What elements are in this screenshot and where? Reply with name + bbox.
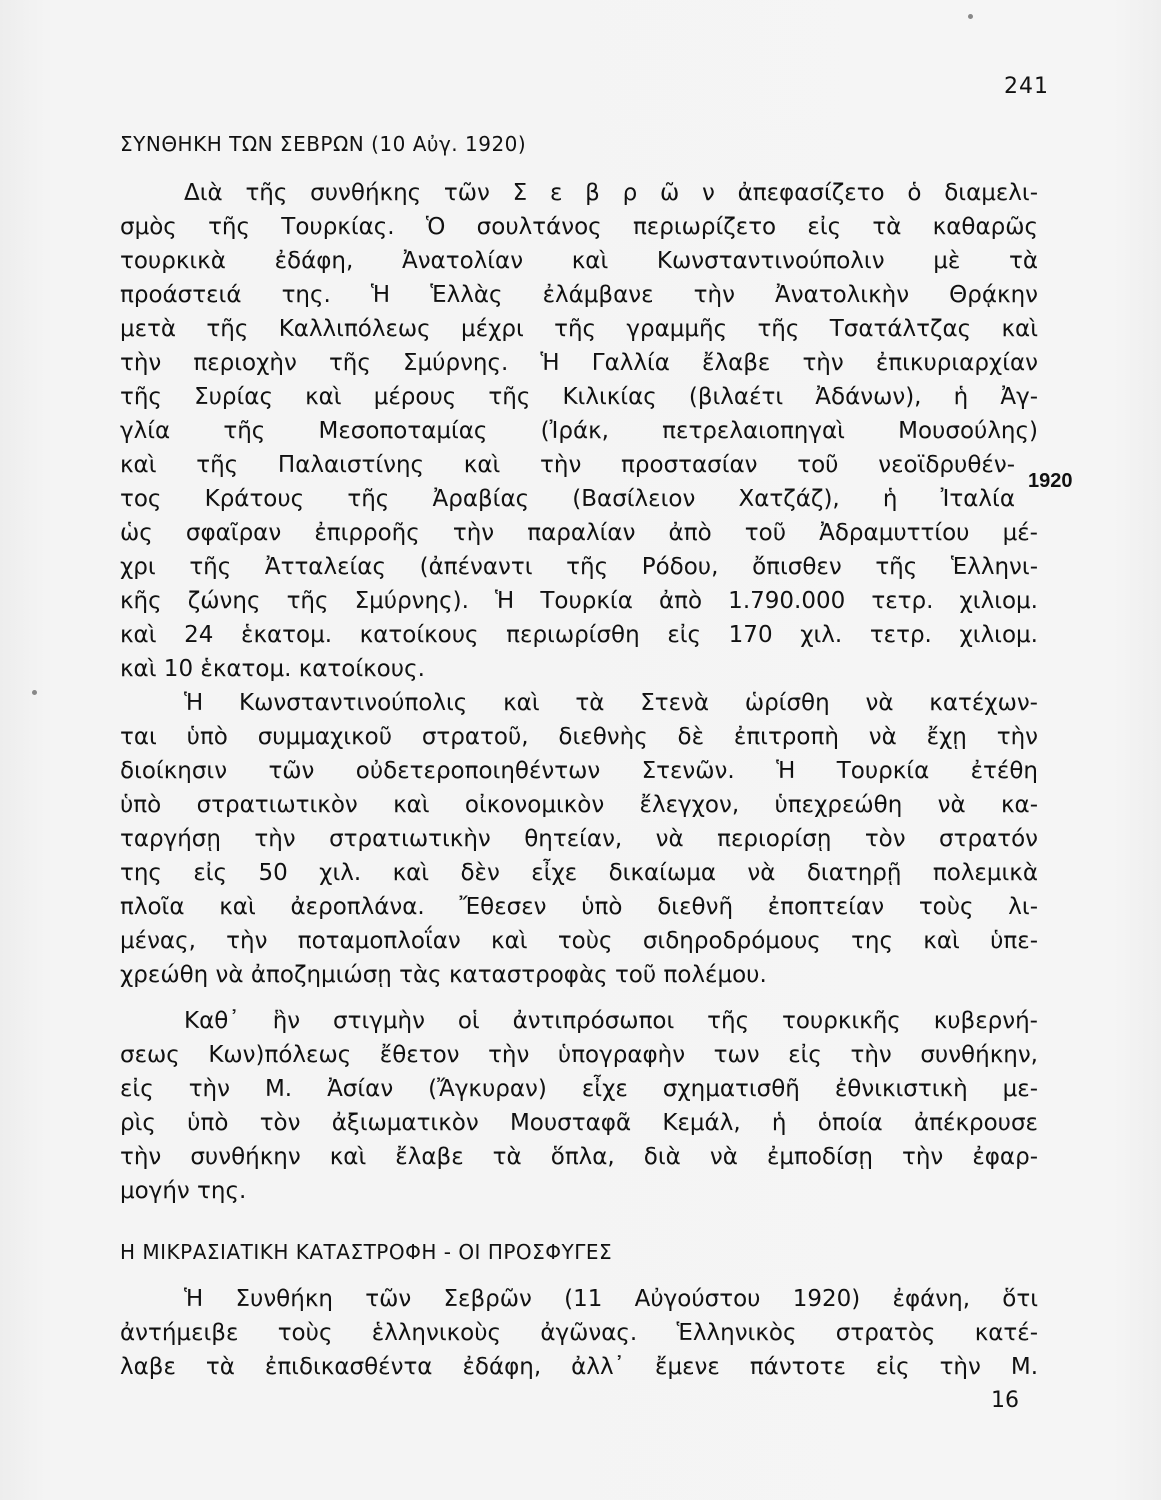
text-line: Διὰ τῆς συνθήκης τῶν Σ ε β ρ ῶ ν ἀπεφασίζετο ὁ διαμελι- bbox=[184, 180, 1038, 206]
text-line: προάστειά της. Ἡ Ἑλλὰς ἐλάμβανε τὴν Ἀνατολικὴν Θρᾴκην bbox=[120, 282, 1038, 308]
scan-speck bbox=[32, 690, 37, 695]
signature-number: 16 bbox=[991, 1388, 1019, 1413]
text-line: ὑπὸ στρατιωτικὸν καὶ οἰκονομικὸν ἔλεγχον, ὑπεχρεώθη νὰ κα- bbox=[120, 792, 1038, 818]
text-line: σμὸς τῆς Τουρκίας. Ὁ σουλτάνος περιωρίζετο εἰς τὰ καθαρῶς bbox=[120, 214, 1038, 240]
text-line: μετὰ τῆς Καλλιπόλεως μέχρι τῆς γραμμῆς τῆς Τσατάλτζας καὶ bbox=[120, 316, 1038, 342]
text-line: τὴν περιοχὴν τῆς Σμύρνης. Ἡ Γαλλία ἔλαβε τὴν ἐπικυριαρχίαν bbox=[120, 350, 1038, 376]
text-line: τὴν συνθήκην καὶ ἔλαβε τὰ ὅπλα, διὰ νὰ ἐμποδίσῃ τὴν ἐφαρ- bbox=[120, 1144, 1038, 1170]
text-line: μογήν της. bbox=[120, 1178, 247, 1204]
text-line: Καθ᾽ ἣν στιγμὴν οἱ ἀντιπρόσωποι τῆς τουρκικῆς κυβερνή- bbox=[184, 1008, 1038, 1034]
text-line: πλοῖα καὶ ἀεροπλάνα. Ἔθεσεν ὑπὸ διεθνῆ ἐποπτείαν τοὺς λι- bbox=[120, 894, 1038, 920]
text-line: εἰς τὴν Μ. Ἀσίαν (Ἄγκυραν) εἶχε σχηματισθῆ ἐθνικιστικὴ με- bbox=[120, 1076, 1038, 1102]
text-line: κῆς ζώνης τῆς Σμύρνης). Ἡ Τουρκία ἀπὸ 1.790.000 τετρ. χιλιομ. bbox=[120, 588, 1038, 614]
section-heading-catastrophe: Η ΜΙΚΡΑΣΙΑΤΙΚΗ ΚΑΤΑΣΤΡΟΦΗ - ΟΙ ΠΡΟΣΦΥΓΕΣ bbox=[120, 1240, 613, 1264]
text-line: ταργήσῃ τὴν στρατιωτικὴν θητείαν, νὰ περιορίσῃ τὸν στρατόν bbox=[120, 826, 1038, 852]
text-line: διοίκησιν τῶν οὐδετεροποιηθέντων Στενῶν. Ἡ Τουρκία ἐτέθη bbox=[120, 758, 1038, 784]
text-line: τουρκικὰ ἐδάφη, Ἀνατολίαν καὶ Κωνσταντινούπολιν μὲ τὰ bbox=[120, 248, 1038, 274]
section-date: (10 Αὐγ. 1920) bbox=[371, 132, 527, 156]
text-line: μένας, τὴν ποταμοπλοΐαν καὶ τοὺς σιδηροδρόμους της καὶ ὑπε- bbox=[120, 928, 1038, 954]
text-line: καὶ 24 ἑκατομ. κατοίκους περιωρίσθη εἰς 170 χιλ. τετρ. χιλιομ. bbox=[120, 622, 1038, 648]
page-number: 241 bbox=[1004, 74, 1049, 99]
text-line: ται ὑπὸ συμμαχικοῦ στρατοῦ, διεθνὴς δὲ ἐπιτροπὴ νὰ ἔχῃ τὴν bbox=[120, 724, 1038, 750]
text-line: χρι τῆς Ἀτταλείας (ἀπέναντι τῆς Ρόδου, ὄπισθεν τῆς Ἑλληνι- bbox=[120, 554, 1038, 580]
text-line: τῆς Συρίας καὶ μέρους τῆς Κιλικίας (βιλαέτι Ἀδάνων), ἡ Ἀγ- bbox=[120, 384, 1038, 410]
text-line: λαβε τὰ ἐπιδικασθέντα ἐδάφη, ἀλλ᾽ ἔμενε πάντοτε εἰς τὴν Μ. bbox=[120, 1354, 1038, 1380]
text-line: σεως Κων)πόλεως ἔθετον τὴν ὑπογραφὴν των εἰς τὴν συνθήκην, bbox=[120, 1042, 1038, 1068]
text-line: γλία τῆς Μεσοποταμίας (Ἰράκ, πετρελαιοπηγαὶ Μουσούλης) bbox=[120, 418, 1038, 444]
text-line: Ἡ Κωνσταντινούπολις καὶ τὰ Στενὰ ὡρίσθη νὰ κατέχων- bbox=[184, 690, 1038, 716]
scan-speck bbox=[968, 14, 973, 19]
text-line: ρὶς ὑπὸ τὸν ἀξιωματικὸν Μουσταφᾶ Κεμάλ, ἡ ὁποία ἀπέκρουσε bbox=[120, 1110, 1038, 1136]
section-heading-sevres bbox=[120, 132, 526, 156]
text-line: της εἰς 50 χιλ. καὶ δὲν εἶχε δικαίωμα νὰ διατηρῇ πολεμικὰ bbox=[120, 860, 1038, 886]
text-line: χρεώθη νὰ ἀποζημιώσῃ τὰς καταστροφὰς τοῦ πολέμου. bbox=[120, 962, 767, 988]
text-line: Ἡ Συνθήκη τῶν Σεβρῶν (11 Αὐγούστου 1920) ἐφάνη, ὅτι bbox=[184, 1286, 1038, 1312]
section-title: ΣΥΝΘΗΚΗ ΤΩΝ ΣΕΒΡΩΝ bbox=[120, 132, 365, 156]
text-line: τος Κράτους τῆς Ἀραβίας (Βασίλειον Χατζάζ), ἡ Ἰταλία bbox=[120, 486, 1015, 512]
margin-note-year: 1920 bbox=[1028, 470, 1073, 492]
text-line: καὶ 10 ἑκατομ. κατοίκους. bbox=[120, 656, 425, 682]
text-line: καὶ τῆς Παλαιστίνης καὶ τὴν προστασίαν τοῦ νεοϊδρυθέν- bbox=[120, 452, 1015, 478]
text-line: ἀντήμειβε τοὺς ἑλληνικοὺς ἀγῶνας. Ἑλληνικὸς στρατὸς κατέ- bbox=[120, 1320, 1038, 1346]
text-line: ὡς σφαῖραν ἐπιρροῆς τὴν παραλίαν ἀπὸ τοῦ Ἀδραμυττίου μέ- bbox=[120, 520, 1038, 546]
